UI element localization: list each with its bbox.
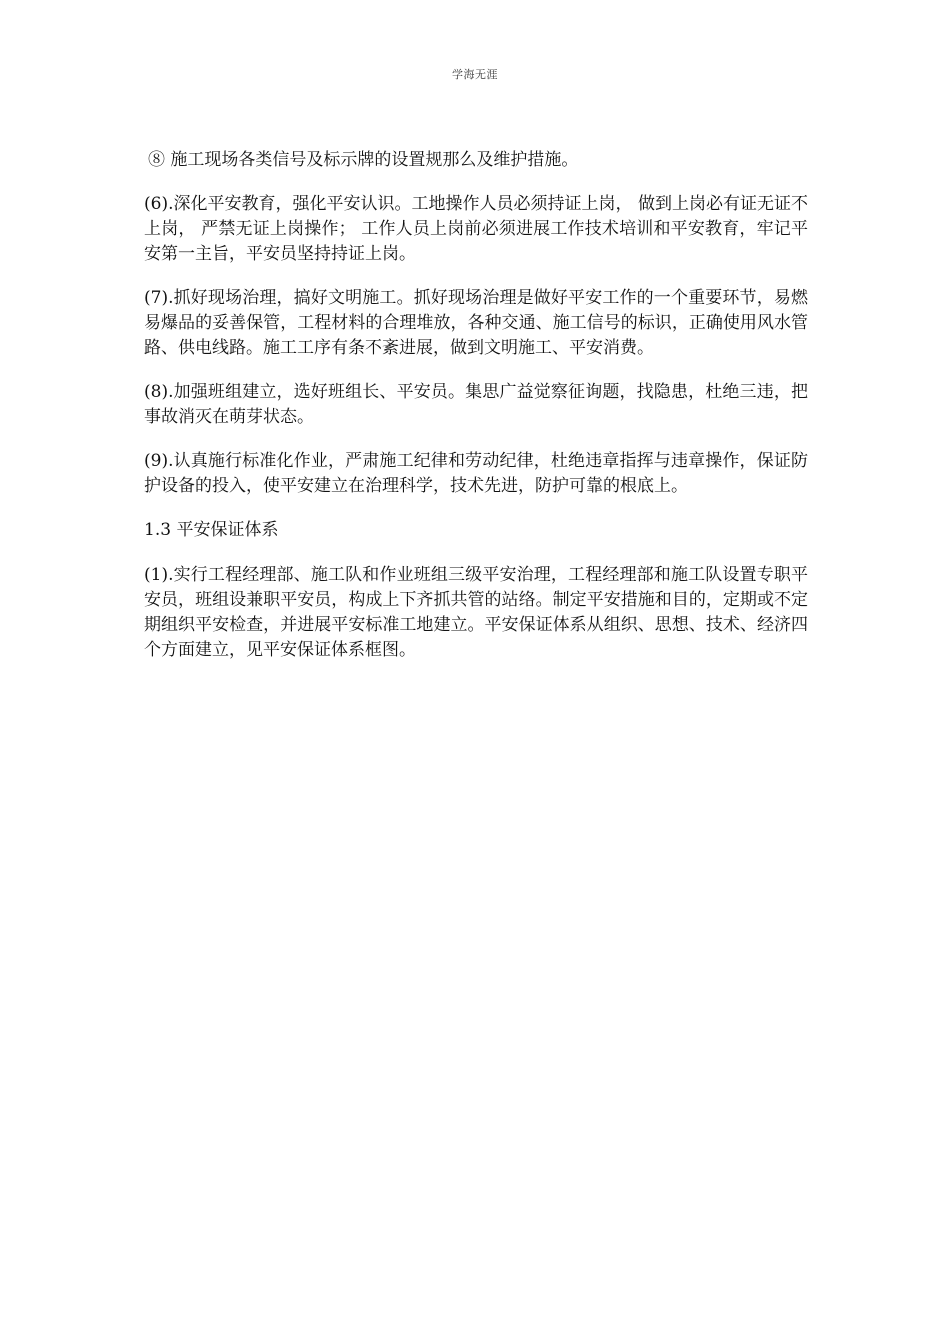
section-heading: 1.3 平安保证体系 [144,520,279,540]
page-header: 学海无涯 [452,68,498,81]
paragraph-safety-system: (1).实行工程经理部、施工队和作业班组三级平安治理，工程经理部和施工队设置专职平安员，班组设兼职平安员，构成上下齐抓共管的站络。制定平安措施和目的，定期或不定期组织平安检查，并进展平安标准工地建立。平安保证体系从组织、思想、技术、经济四个方面建立，见平安保证体系框图。 [144,565,808,660]
paragraph-team-building: (8).加强班组建立，选好班组长、平安员。集思广益觉察征询题，找隐患，杜绝三违，把事故消灭在萌芽状态。 [144,382,808,427]
paragraph-safety-education: (6).深化平安教育，强化平安认识。工地操作人员必须持证上岗， 做到上岗必有证无证不上岗， 严禁无证上岗操作； 工作人员上岗前必须进展工作技术培训和平安教育，牢记平安第一主旨，平安员坚持持证上岗。 [144,194,808,264]
paragraph-standard-operation: (9).认真施行标准化作业，严肃施工纪律和劳动纪律，杜绝违章指挥与违章操作，保证防护设备的投入，使平安建立在治理科学，技术先进，防护可靠的根底上。 [144,451,808,496]
document-body [144,148,808,682]
paragraph-signal-signs: ⑧ 施工现场各类信号及标示牌的设置规那么及维护措施。 [148,150,579,170]
paragraph-site-management: (7).抓好现场治理，搞好文明施工。抓好现场治理是做好平安工作的一个重要环节，易燃易爆品的妥善保管，工程材料的合理堆放，各种交通、施工信号的标识，正确使用风水管路、供电线路。施工工序有条不紊进展，做到文明施工、平安消费。 [144,288,808,358]
